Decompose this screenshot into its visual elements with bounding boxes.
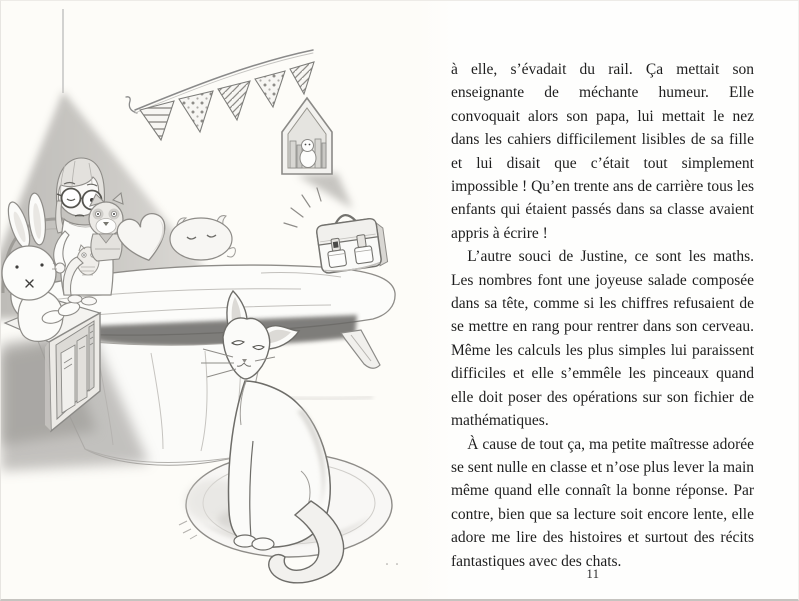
paragraph: L’autre souci de Justine, ce sont les maths. Les nombres font une joyeuse salade composée dans sa tête, comme si les chiffres refusaient de se mettre en rang pour rentrer dans son cerveau. Même les calculs les plus simples lui paraissent difficiles et elle s’emmêle les pinceaux quand elle doit poser des opérations sur son fichier de mathématiques.	[451, 248, 754, 430]
pencil-marks	[386, 563, 398, 565]
house-shelf	[282, 98, 353, 209]
page-number: 11	[586, 567, 600, 581]
bird-figurine	[300, 140, 316, 168]
paragraph: À cause de tout ça, ma petite maîtresse adorée se sent nulle en classe et n’ose plus lever la main même quand elle connaît la bonne réponse. Par contre, bien que sa lecture soit encore lente, elle adore me lire des histoires et surtout des récits fantastiques avec des chats.	[451, 435, 755, 570]
text-right-page	[451, 58, 754, 573]
school-satchel	[284, 188, 388, 274]
paragraph-continuation: à elle, s’évadait du rail. Ça mettait son enseignante de méchante humeur. Elle convoquait alors son papa, lui mettait le nez dans les cahiers difficilement lisibles de sa fille et lui disait que c’était tout simplement impossible ! Qu’en trente ans de carrière tous les enfants qui étaient passés dans sa classe avaient appris à écrire !	[451, 61, 755, 242]
illustration-left-page	[1, 1, 441, 601]
bed-leg	[341, 330, 380, 368]
sleeping-pillow	[170, 216, 235, 260]
